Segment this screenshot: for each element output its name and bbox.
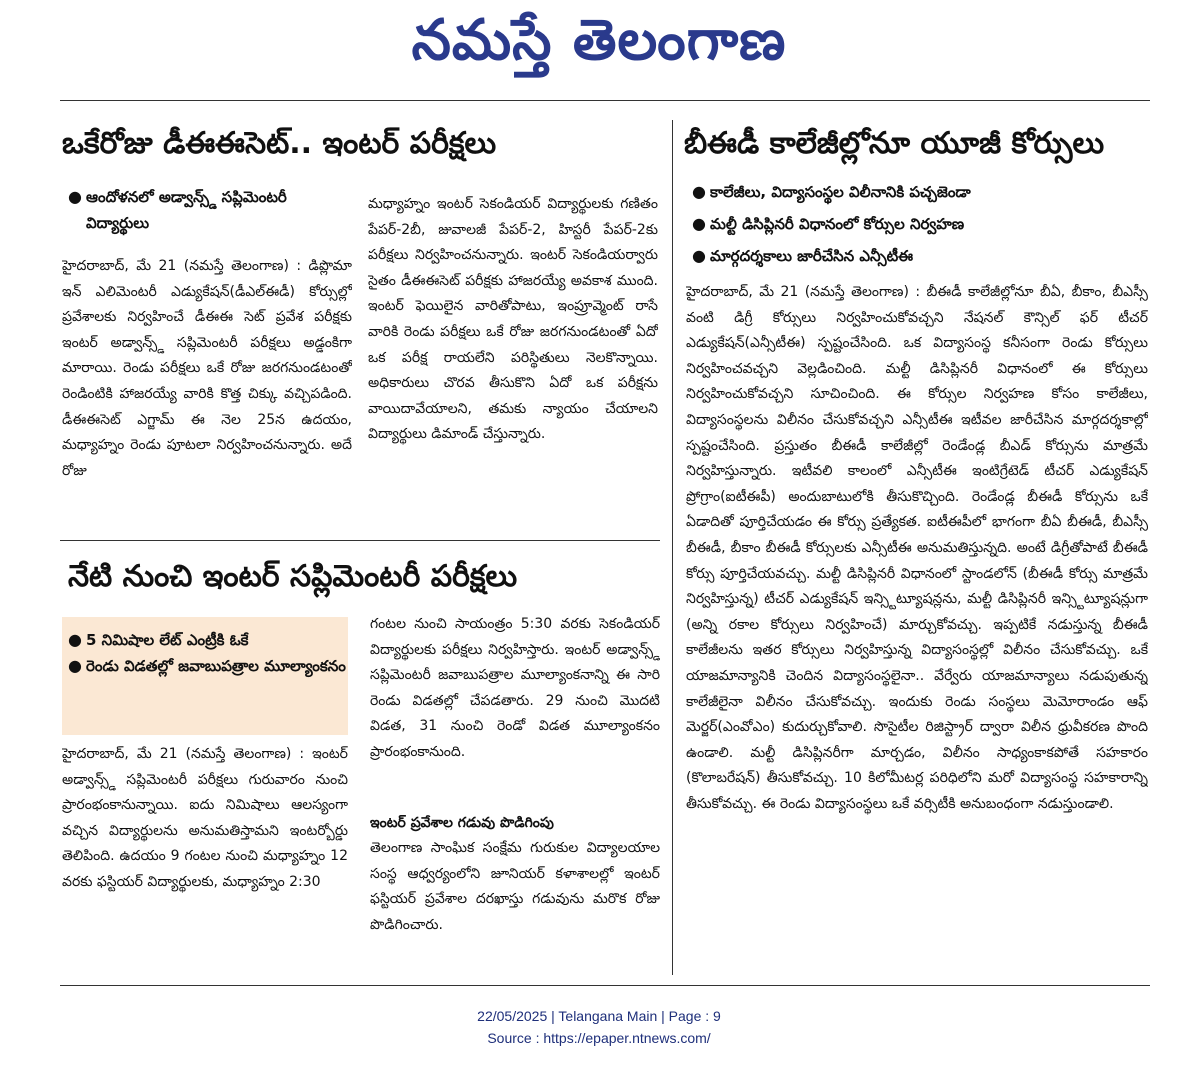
footer-date-page: 22/05/2025 | Telangana Main | Page : 9: [477, 1008, 721, 1024]
bullet-item: ● కాలేజీలు, విద్యాసంస్థల విలీనానికి పచ్చజెండా: [686, 176, 1146, 208]
bullet-dot-icon: ●: [692, 214, 706, 233]
bullet-item: ● మల్టీ డిసిప్లినరీ విధానంలో కోర్సుల నిర్వహణ: [686, 208, 1146, 240]
masthead-divider: [60, 100, 1150, 101]
article1-bullets: [62, 184, 352, 236]
article1-column1: హైదరాబాద్, మే 21 (నమస్తే తెలంగాణ) : డిప్లొమా ఇన్ ఎలిమెంటరీ ఎడ్యుకేషన్(డీఎల్ఈడీ) కోర్సుల్లో ప్రవేశాలకు నిర్వహించే డీఈఈ సెట్ ప్రవేశ పరీక్షకు ఇంటర్ అడ్వాన్స్డ్ సప్లిమెంటరీ పరీక్షలు అడ్డంకిగా మారాయి. రెండు పరీక్షలు ఒకే రోజు జరగనుండటంతో రెండింటికి హాజరయ్యే వారికి కొత్త చిక్కు వచ్చిపడింది. డీఈఈసెట్ ఎగ్జామ్ ఈ నెల 25న ఉదయం, మధ్యాహ్నం రెండు పూటలా నిర్వహించనున్నారు. అదే రోజు: [62, 258, 352, 479]
footer-source-link[interactable]: Source : https://epaper.ntnews.com/: [487, 1030, 711, 1046]
bullet-item: ● 5 నిమిషాల లేట్ ఎంట్రీకి ఓకే: [62, 627, 348, 653]
bullet-item: ● రెండు విడతల్లో జవాబుపత్రాల మూల్యాంకనం: [62, 653, 348, 679]
article2-headline: నేటి నుంచి ఇంటర్ సప్లిమెంటరీ పరీక్షలు: [68, 559, 518, 594]
column-divider: [672, 120, 673, 975]
bullet-dot-icon: ●: [692, 182, 706, 201]
page-bottom-divider: [60, 985, 1150, 986]
bullet-item: ● మార్గదర్శకాలు జారీచేసిన ఎన్సీటీఈ: [686, 240, 1146, 272]
bullet-dot-icon: ●: [68, 630, 82, 649]
article2-bullets: [62, 617, 348, 679]
article3-bullets: [686, 176, 1146, 272]
bullet-dot-icon: ●: [68, 656, 82, 675]
article-divider: [60, 540, 660, 541]
article2-column1: హైదరాబాద్, మే 21 (నమస్తే తెలంగాణ) : ఇంటర్ అడ్వాన్స్డ్ సప్లిమెంటరీ పరీక్షలు గురువారం నుంచి ప్రారంభంకానున్నాయి. ఐదు నిమిషాలు ఆలస్యంగా వచ్చిన విద్యార్థులను అనుమతిస్తామని ఇంటర్బోర్డు తెలిపింది. ఉదయం 9 గంటల నుంచి మధ్యాహ్నం 12 వరకు ఫస్టియర్ విద్యార్థులకు, మధ్యాహ్నం 2:30: [62, 746, 348, 890]
bullet-dot-icon: ●: [692, 246, 706, 265]
article1-headline: ఒకేరోజు డీఈఈసెట్.. ఇంటర్ పరీక్షలు: [62, 126, 497, 161]
article2-column2b: తెలంగాణ సాంఘిక సంక్షేమ గురుకుల విద్యాలయాల సంస్థ ఆధ్వర్యంలోని జూనియర్ కళాశాలల్లో ఇంటర్ ఫస్టియర్ ప్రవేశాల దరఖాస్తు గడువును మరొక రోజు పొడిగించారు.: [370, 840, 660, 933]
article3-headline: బీఈడీ కాలేజీల్లోనూ యూజీ కోర్సులు: [684, 126, 1105, 161]
masthead-logo: నమస్తే తెలంగాణ: [411, 8, 787, 73]
bullet-dot-icon: ●: [68, 187, 82, 206]
bullet-item: ● ఆందోళనలో అడ్వాన్స్డ్ సప్లిమెంటరీ విద్యార్థులు: [62, 184, 352, 236]
article3-body: హైదరాబాద్, మే 21 (నమస్తే తెలంగాణ) : బీఈడీ కాలేజీల్లోనూ బీఏ, బీకాం, బీఎస్సీ వంటి డిగ్రీ కోర్సులు నిర్వహించుకోవచ్చని నేషనల్ కౌన్సిల్ ఫర్ టీచర్ ఎడ్యుకేషన్(ఎన్సీటీఈ) స్పష్టంచేసింది. ఒక విద్యాసంస్థ కనీసంగా రెండు కోర్సులు నిర్వహించవచ్చని వెల్లడించింది. మల్టీ డిసిప్లినరీ విధానంలో ఈ కోర్సులు నిర్వహించుకోవచ్చని సూచించింది. ఈ కోర్సుల నిర్వహణ కోసం కాలేజీలు, విద్యాసంస్థలను విలీనం చేసుకోవచ్చని ఎన్సీటీఈ ఇటీవల జారీచేసిన మార్గదర్శకాల్లో స్పష్టంచేసింది. ప్రస్తుతం బీఈడీ కాలేజీల్లో రెండేండ్ల బీఎడ్ కోర్సును మాత్రమే నిర్వహిస్తున్నారు. ఇటీవలి కాలంలో ఎన్సీటీఈ ఇంటిగ్రేటెడ్ టీచర్ ఎడ్యుకేషన్ ప్రోగ్రాం(ఐటీఈపీ) అందుబాటులోకి తీసుకొచ్చింది. రెండేండ్ల బీఈడీ కోర్సును ఒకే ఏడాదితో పూర్తిచేయడం ఈ కోర్సు ప్రత్యేకత. ఐటీఈపీలో భాగంగా బీఏ బీఈడీ, బీఎస్సీ బీఈడీ, బీకాం బీఈడీ కోర్సులకు ఎన్సీటీఈ అనుమతిస్తున్నది. అంటే డిగ్రీతోపాటే బీఈడీ కోర్సు పూర్తిచేయవచ్చు. మల్టీ డిసిప్లినరీ విధానంలో స్టాండలోన్ (బీఈడీ కోర్సు మాత్రమే నిర్వహిస్తున్న) టీచర్ ఎడ్యుకేషన్ ఇన్స్టిట్యూషన్లను, మల్టీ డిసిప్లినరీ ఇన్స్టిట్యూషన్లుగా (అన్ని రకాల కోర్సులు నిర్వహించే) మార్చుకోవచ్చు. ఇప్పటికే నడుస్తున్న బీఈడీ కాలేజీలను ఇతర కోర్సులు నిర్వహిస్తున్న విద్యాసంస్థల్లో విలీనం చేసుకోవచ్చు. ఒకే యాజమాన్యానికి చెందిన విద్యాసంస్థలైనా.. వేర్వేరు యాజమాన్యాలు నడుపుతున్న కాలేజీలైనా విలీనం చేసుకోవచ్చు. ఇందుకు రెండు సంస్థలు మెమోరాండం ఆఫ్ మెర్జర్(ఎంవోఎం) కుదుర్చుకోవాలి. సొసైటీల రిజిస్ట్రార్ ద్వారా విలీన ధ్రువీకరణ పొంది ఉండాలి. మల్టీ డిసిప్లినరీగా మార్చడం, విలీనం సాధ్యంకాకపోతే సహకారం (కొలాబరేషన్) తీసుకోవచ్చు. 10 కిలోమీటర్ల పరిధిలోని మరో విద్యాసంస్థ సహకారాన్ని తీసుకోవచ్చు. ఈ రెండు విద్యాసంస్థలు ఒకే వర్సిటీకి అనుబంధంగా నడుస్తుండాలి.: [686, 284, 1148, 812]
article2-column2: గంటల నుంచి సాయంత్రం 5:30 వరకు సెకండియర్ విద్యార్థులకు పరీక్షలు నిర్వహిస్తారు. ఇంటర్ అడ్వాన్స్డ్ సప్లిమెంటరీ జవాబుపత్రాల మూల్యాంకనాన్ని ఈ సారి రెండు విడతల్లో చేపడతారు. 29 నుంచి మొదటి విడత, 31 నుంచి రెండో విడత మూల్యాంకనం ప్రారంభంకానుంది.: [370, 616, 660, 760]
article1-column2: మధ్యాహ్నం ఇంటర్ సెకండియర్ విద్యార్థులకు గణితం పేపర్-2బీ, జువాలజీ పేపర్-2, హిస్టరీ పేపర్-2కు పరీక్షలు నిర్వహించనున్నారు. ఇంటర్ సెకండియర్వారు సైతం డీఈఈసెట్ పరీక్షకు హాజరయ్యే అవకాశ ముంది. ఇంటర్ ఫెయిలైన వారితోపాటు, ఇంప్రూవ్మెంట్ రాసే వారికి రెండు పరీక్షలు ఒకే రోజు జరగనుండటంతో ఏదో ఒక పరీక్ష రాయలేని పరిస్థితులు నెలకొన్నాయి. అధికారులు చొరవ తీసుకొని ఏదో ఒక పరీక్షను వాయిదావేయాలని, తమకు న్యాయం చేయాలని విద్యార్థులు డిమాండ్ చేస్తున్నారు.: [368, 196, 658, 443]
article2-subheading: ఇంటర్ ప్రవేశాల గడువు పొడిగింపు: [370, 815, 554, 831]
article2-highlight-box: [62, 617, 348, 735]
